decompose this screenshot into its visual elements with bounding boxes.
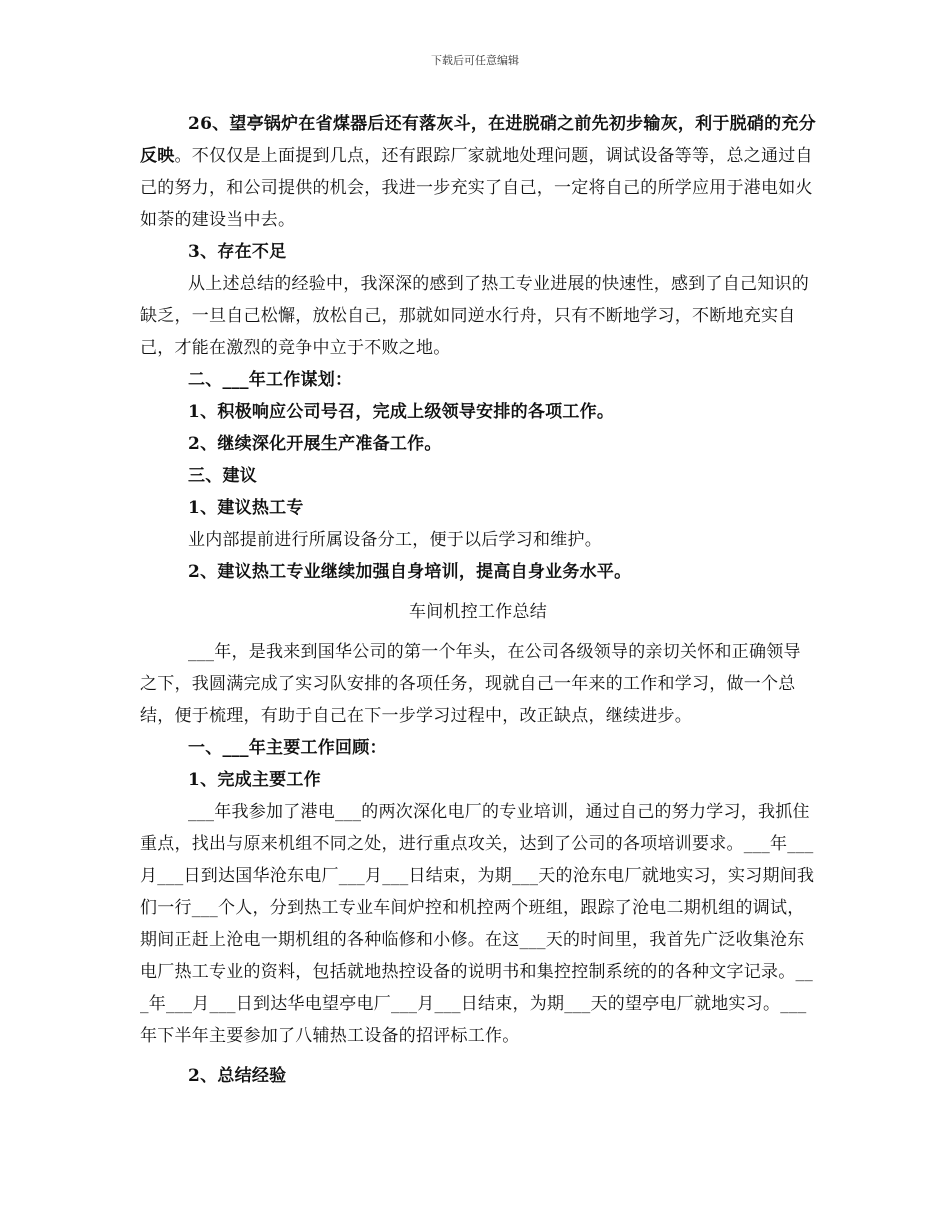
heading-experience: 2、总结经验: [188, 1066, 287, 1086]
plan-item-1: 1、积极响应公司号召，完成上级领导安排的各项工作。: [188, 402, 615, 422]
suggestion-item-1-continued: 业内部提前进行所属设备分工，便于以后学习和维护。: [188, 530, 602, 550]
document-body: [140, 108, 816, 1092]
suggestion-item-1: 1、建议热工专: [188, 498, 304, 518]
paragraph-intro: ___年，是我来到国华公司的第一个年头，在公司各级领导的亲切关怀和正确领导之下，我圆满完成了实习队安排的各项任务，现就自己一年来的工作和学习，做一个总结，便于梳理，有助于自己在下一步学习过程中，改正缺点，继续进步。: [140, 642, 801, 726]
plan-item-2: 2、继续深化开展生产准备工作。: [188, 434, 442, 454]
paragraph-main-work: ___年我参加了港电___的两次深化电厂的专业培训，通过自己的努力学习，我抓住重点，找出与原来机组不同之处，进行重点攻关，达到了公司的各项培训要求。___年___月___日到达国华沧东电厂___月___日结束，为期___天的沧东电厂就地实习，实习期间我们一行___个人，分到热工专业车间炉控和机控两个班组，跟踪了沧电二期机组的调试，期间正赶上沧电一期机组的各种临修和小修。在这___天的时间里，我首先广泛收集沧东电厂热工专业的资料，包括就地热控设备的说明书和集控控制系统的的各种文字记录。___年___月___日到达华电望亭电厂___月___日结束，为期___天的望亭电厂就地实习。___年下半年主要参加了八辅热工设备的招评标工作。: [140, 802, 815, 1046]
suggestion-item-2: 2、建议热工专业继续加强自身培训，提高自身业务水平。: [188, 562, 632, 582]
paragraph-shortcomings: 从上述总结的经验中，我深深的感到了热工专业进展的快速性，感到了自己知识的缺乏，一旦自己松懈，放松自己，那就如同逆水行舟，只有不断地学习，不断地充实自己，才能在激烈的竞争中立于不败之地。: [140, 274, 809, 358]
heading-main-work: 1、完成主要工作: [188, 770, 321, 790]
section-title: 车间机控工作总结: [409, 602, 547, 622]
page-header: 下载后可任意编辑: [431, 54, 519, 67]
heading-shortcomings: 3、存在不足: [188, 242, 287, 262]
paragraph-26-bold: 26、望亭锅炉在省煤器后还有落灰斗，在进脱硝之前先初步输灰，利于脱硝的充分反映: [140, 114, 816, 166]
heading-review: 一、___年主要工作回顾：: [188, 738, 387, 758]
heading-suggestions: 三、建议: [188, 466, 257, 486]
heading-work-plan: 二、___年工作谋划：: [188, 370, 353, 390]
paragraph-26-rest: 。不仅仅是上面提到几点，还有跟踪厂家就地处理问题，调试设备等等，总之通过自己的努力，和公司提供的机会，我进一步充实了自己，一定将自己的所学应用于港电如火如荼的建设当中去。: [140, 146, 813, 230]
paragraph-26: [140, 108, 816, 236]
